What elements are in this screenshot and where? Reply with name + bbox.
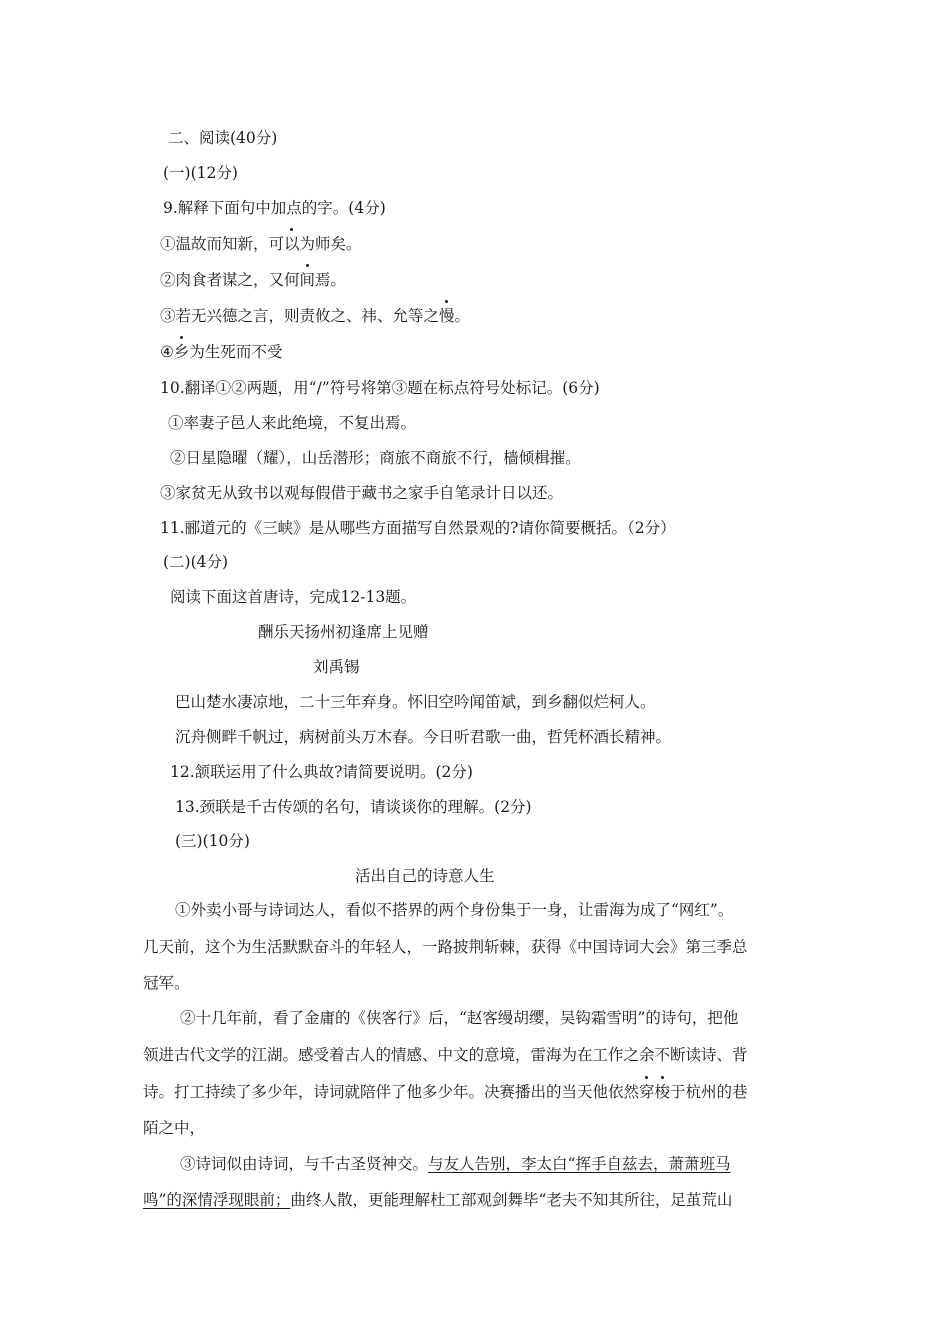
dotted-character: 间 bbox=[299, 271, 316, 289]
dotted-character: 以 bbox=[284, 235, 300, 253]
dotted-character: 乡 bbox=[173, 343, 190, 361]
poem-line: 沉舟侧畔千帆过，病树前头万木春。今日听君歌一曲，哲凭杯酒长精神。 bbox=[175, 728, 672, 746]
poem-title: 酬乐天扬州初逢席上见赠 bbox=[258, 623, 429, 641]
dotted-character: 慢 bbox=[439, 307, 455, 325]
question-9-item: ①温故而知新，可以为师矣。 bbox=[160, 235, 362, 253]
part-two-heading: (二)(4分) bbox=[163, 553, 229, 571]
question-9-item: ④乡为生死而不受 bbox=[160, 343, 283, 361]
article-title: 活出自己的诗意人生 bbox=[355, 867, 495, 885]
question-12: 12.颔联运用了什么典故?请简要说明。(2分) bbox=[170, 763, 473, 781]
paragraph-line: 冠军。 bbox=[143, 974, 190, 992]
poem-intro: 阅读下面这首唐诗，完成12-13题。 bbox=[170, 588, 417, 606]
dotted-character: 梭 bbox=[654, 1083, 671, 1101]
question-10-item: ③家贫无从致书以观每假借于藏书之家手自笔录计日以还。 bbox=[160, 484, 564, 502]
question-10-item: ②日星隐曜（耀），山岳潜形；商旅不商旅不行，樯倾楫摧。 bbox=[170, 449, 581, 467]
question-9-item: ②肉食者谋之，又何间焉。 bbox=[160, 271, 347, 289]
question-10-prompt: 10.翻译①②两题，用“/”符号将第③题在标点符号处标记。(6分) bbox=[160, 379, 600, 397]
question-13: 13.颈联是千古传颂的名句，请谈谈你的理解。(2分) bbox=[175, 798, 532, 816]
part-one-heading: (一)(12分) bbox=[163, 164, 238, 182]
question-9-item: ③若无兴德之言，则责攸之、祎、允等之慢。 bbox=[160, 307, 471, 325]
question-11: 11.郦道元的《三峡》是从哪些方面描写自然景观的?请你简要概括。（2分） bbox=[160, 519, 676, 537]
dotted-character: 穿 bbox=[639, 1083, 655, 1101]
underlined-text: 鸣”的深情浮现眼前； bbox=[143, 1191, 291, 1209]
paragraph-line: ③诗词似由诗词，与千古圣贤神交。与友人告别，李太白“挥手自兹去，萧萧班马 bbox=[180, 1155, 731, 1173]
paragraph-line: ②十几年前，看了金庸的《侠客行》后，“赵客缦胡缨，吴钩霜雪明”的诗句，把他 bbox=[180, 1009, 739, 1027]
part-three-heading: (三)(10分) bbox=[175, 832, 250, 850]
question-10-item: ①率妻子邑人来此绝境，不复出焉。 bbox=[168, 414, 417, 432]
underlined-text: 与友人告别，李太白“挥手自兹去，萧萧班马 bbox=[428, 1155, 731, 1173]
paragraph-line: 鸣”的深情浮现眼前；曲终人散，更能理解杜工部观剑舞毕“老夫不知其所往，足茧荒山 bbox=[143, 1191, 733, 1209]
poem-line: 巴山楚水凄凉地，二十三年弃身。怀旧空吟闻笛斌，到乡翻似烂柯人。 bbox=[175, 693, 656, 711]
question-9-prompt: 9.解释下面句中加点的字。(4分) bbox=[163, 199, 386, 217]
paragraph-line: 领进古代文学的江湖。感受着古人的情感、中文的意境，雷海为在工作之余不断读诗、背 bbox=[143, 1046, 748, 1064]
paragraph-line: 诗。打工持续了多少年，诗词就陪伴了他多少年。决赛播出的当天他依然穿梭于杭州的巷 bbox=[143, 1083, 748, 1101]
section-heading: 二、阅读(40分) bbox=[168, 129, 278, 147]
paragraph-line: 陌之中， bbox=[143, 1119, 206, 1137]
paragraph-line: 几天前，这个为生活默默奋斗的年轻人，一路披荆斩棘，获得《中国诗词大会》第三季总 bbox=[143, 938, 748, 956]
poem-author: 刘禹锡 bbox=[313, 658, 360, 676]
paragraph-line: ①外卖小哥与诗词达人，看似不搭界的两个身份集于一身，让雷海为成了“网红”。 bbox=[175, 901, 734, 919]
